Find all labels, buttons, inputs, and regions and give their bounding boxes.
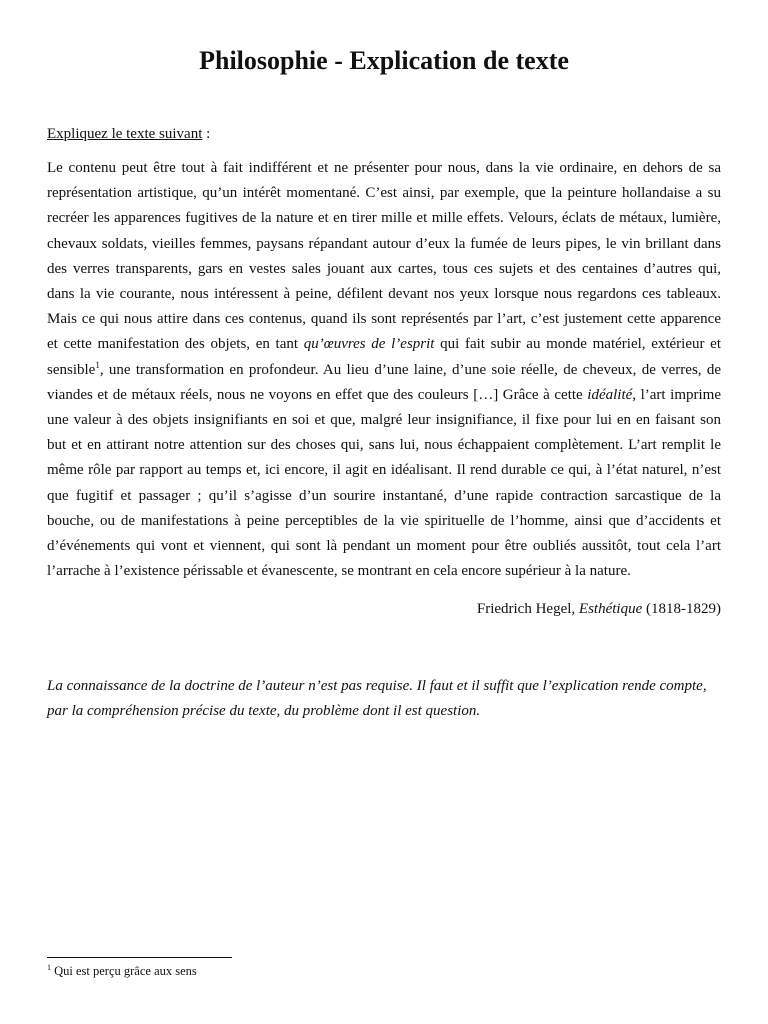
passage-line: même rôle par rapport au temps et, ici encore, il agit en idéalisant. Il rend durable ce qui, à l’état naturel, n’est bbox=[47, 462, 721, 479]
footnote bbox=[47, 962, 197, 980]
passage-line: but et en attirant notre attention sur des choses qui, sans lui, nous échappaient complètement. L’art remplit le bbox=[47, 437, 721, 454]
passage-line bbox=[47, 358, 721, 383]
passage-fragment: qui fait subir au monde matériel, extérieur et bbox=[434, 336, 721, 353]
passage-line: recréer les apparences fugitives de la nature et en tirer mille et mille effets. Velours, éclats de métaux, lumière, bbox=[47, 210, 721, 227]
note-line: La connaissance de la doctrine de l’auteur n’est pas requise. Il faut et il suffit que l’explication rende compte, bbox=[47, 678, 707, 694]
attribution-author: Friedrich Hegel, bbox=[476, 601, 579, 617]
passage-line: chevaux soldats, vieilles femmes, paysans répandant autour d’eux la fumée de leurs pipes, le vin brillant dans bbox=[47, 235, 721, 252]
passage-fragment: et cette manifestation des objets, en tant bbox=[47, 336, 304, 353]
passage-fragment: sensible bbox=[47, 361, 96, 378]
passage-emphasis: qu’œuvres de l’esprit bbox=[303, 336, 435, 353]
attribution bbox=[477, 599, 721, 619]
attribution-work: Esthétique bbox=[578, 601, 643, 617]
footnote-divider bbox=[47, 957, 232, 958]
text-passage bbox=[47, 156, 721, 584]
footnote-marker: 1 bbox=[47, 962, 51, 972]
instruction-label: Expliquez le texte suivant bbox=[47, 126, 203, 142]
footnote-text: Qui est perçu grâce aux sens bbox=[51, 964, 197, 978]
passage-line: que fugitif et passager ; qu’il s’agisse d’un sourire instantané, d’une rapide contraction sarcastique de la bbox=[47, 487, 721, 504]
passage-fragment: viandes et de métaux réels, nous ne voyons en effet que des couleurs […] Grâce à cette bbox=[47, 386, 588, 403]
passage-line bbox=[47, 383, 721, 408]
passage-line bbox=[47, 332, 721, 357]
passage-line: dans la vie courante, nous intéressent à peine, défilent devant nos yeux lorsque nous regardons ces tableaux. bbox=[47, 286, 721, 303]
passage-line: d’événements qui vont et viennent, qui sont là pendant un moment pour être oubliés aussitôt, tout cela l’art bbox=[47, 538, 721, 555]
attribution-dates: (1818-1829) bbox=[642, 601, 721, 617]
passage-line: représentation artistique, qu’un intérêt momentané. C’est ainsi, par exemple, que la peinture hollandaise a su bbox=[47, 185, 721, 202]
passage-fragment: , l’art imprime bbox=[632, 386, 721, 403]
passage-fragment: , une transformation en profondeur. Au lieu d’une laine, d’une soie réelle, de cheveux, de verres, de bbox=[99, 361, 721, 378]
passage-line: Le contenu peut être tout à fait indifférent et ne présenter pour nous, dans la vie ordinaire, en dehors de sa bbox=[47, 160, 721, 176]
passage-line: une valeur à des objets insignifiants en soi et que, malgré leur insignifiance, il fixe pour lui en en faisant son bbox=[47, 412, 721, 429]
passage-line: des verres transparents, gars en vestes sales jouant aux cartes, tous ces sujets et des centaines d’autres qui, bbox=[47, 260, 721, 277]
passage-line: Mais ce qui nous attire dans ces contenus, quand ils sont représentés par l’art, c’est justement cette apparence bbox=[47, 311, 721, 328]
note-line: par la compréhension précise du texte, du problème dont il est question. bbox=[47, 703, 481, 719]
passage-line: l’arrache à l’existence périssable et évanescente, se montrant en cela encore supérieur à la nature. bbox=[47, 563, 631, 580]
exam-note bbox=[47, 674, 721, 724]
passage-line: bouche, ou de manifestations à peine perceptibles de la vie spirituelle de l’homme, ainsi que d’accidents et bbox=[47, 512, 721, 529]
passage-emphasis: idéalité bbox=[587, 386, 633, 403]
footnote-reference: 1 bbox=[95, 359, 100, 370]
page-title: Philosophie - Explication de texte bbox=[199, 46, 569, 75]
instruction-suffix: : bbox=[202, 126, 211, 142]
instruction bbox=[47, 124, 210, 144]
